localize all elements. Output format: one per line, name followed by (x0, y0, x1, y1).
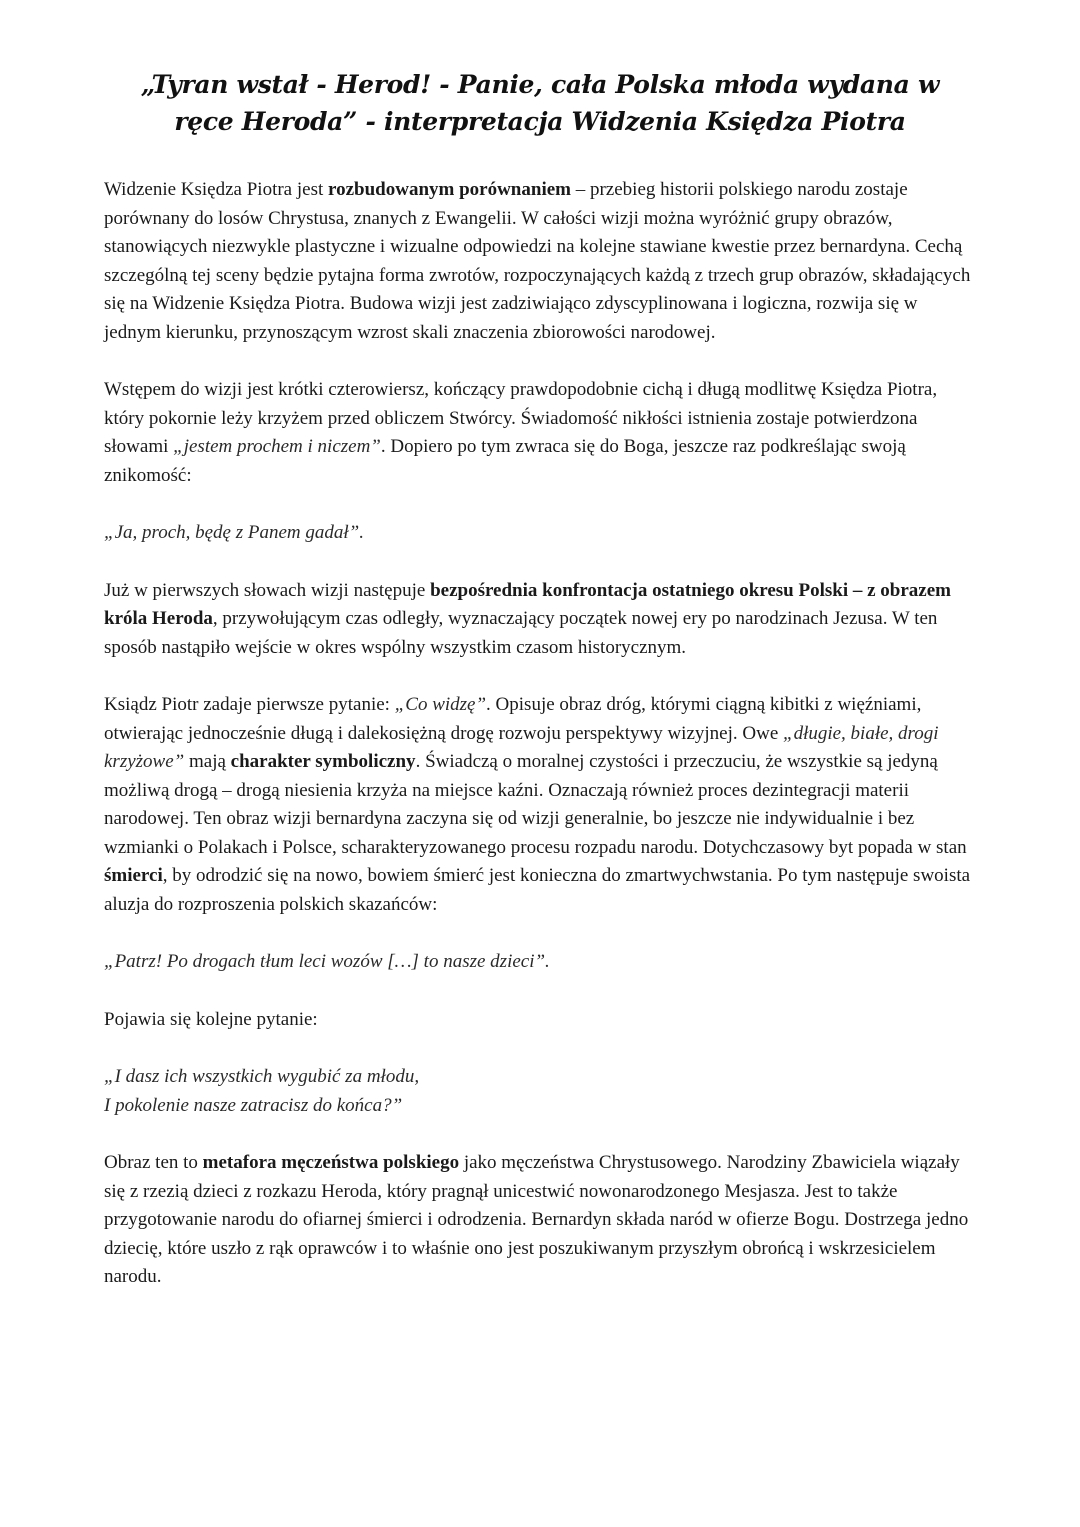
italic-quote: „Co widzę” (394, 694, 487, 715)
text-run: Obraz ten to (104, 1152, 203, 1173)
quote-dasz-wygubic (104, 1063, 976, 1120)
quote-patrz: „Patrz! Po drogach tłum leci wozów […] to nasze dzieci”. (104, 951, 550, 972)
paragraph-co-widze (104, 691, 976, 919)
text-run: . Świadczą o moralnej czystości i przeczuciu, że wszystkie są jedyną możliwą drogą – drogą niesienia krzyża na miejsce kaźni. Oznaczają również proces dezintegracji materii narodowej. Ten obraz wizji bernardyna zaczyna się od wizji generalnie, bo jeszcze nie indywidualnie i bez wzmianki o Polakach i Polsce, scharakteryzowanego procesu rozpadu narodu. Dotychczasowy byt popada w stan (104, 751, 967, 858)
text-run: , przywołującym czas odległy, wyznaczający początek nowej ery po narodzinach Jezusa. W ten sposób nastąpiło wejście w okres wspólny wszystkim czasom historycznym. (104, 608, 938, 658)
paragraph-prelude (104, 376, 976, 490)
text-run: mają (184, 751, 231, 772)
quote-ja-proch: „Ja, proch, będę z Panem gadał”. (104, 522, 364, 543)
paragraph-intro (104, 176, 976, 347)
paragraph-herod (104, 577, 976, 663)
italic-quote: „długie, białe, drogi krzyżowe” (104, 722, 939, 772)
text-run: Wstępem do wizji jest krótki czterowiersz, kończący prawdopodobnie cichą i długą modlitwę Księdza Piotra, który pokornie leży krzyżem przed obliczem Stwórcy. Świadomość nikłości istnienia zostaje potwierdzona słowami (104, 379, 938, 457)
bold-phrase: rozbudowanym porównaniem (328, 179, 571, 200)
text-run: – przebieg historii polskiego narodu zostaje porównany do losów Chrystusa, znanych z Ewangelii. W całości wizji można wyróżnić grupy obrazów, stanowiących niezwykle plastyczne i wizualne odpowiedzi na kolejne stawiane kwestie przez bernardyna. Cechą szczególną tej sceny będzie pytajna forma zwrotów, rozpoczynających każdą z trzech grup obrazów, składających się na Widzenie Księdza Piotra. Budowa wizji jest zadziwiająco zdyscyplinowana i logiczna, rozwija się w jednym kierunku, przynoszącym wzrost skali znaczenia zbiorowości narodowej. (104, 179, 971, 343)
text-run: Już w pierwszych słowach wizji następuje (104, 579, 431, 601)
paragraph-next-question: Pojawia się kolejne pytanie: (104, 1008, 318, 1030)
bold-phrase: śmierci (104, 865, 163, 886)
text-run: Ksiądz Piotr zadaje pierwsze pytanie: (104, 694, 395, 715)
document-title: „Tyran wstał - Herod! - Panie, cała Polska młoda wydana w ręce Heroda” - interpretacja Widzenia Księdza Piotra (140, 70, 940, 136)
bold-phrase: bezpośrednia konfrontacja ostatniego okresu Polski – z obrazem króla Heroda (104, 579, 951, 629)
bold-phrase: charakter symboliczny (230, 751, 416, 772)
bold-phrase: metafora męczeństwa polskiego (202, 1152, 460, 1173)
text-run: . Opisuje obraz dróg, którymi ciągną kibitki z więźniami, otwierając jednocześnie długą i dalekosiężną drogę rozwoju perspektywy wizyjnej. Owe (104, 694, 922, 744)
text-run: , by odrodzić się na nowo, bowiem śmierć jest konieczna do zmartwychwstania. Po tym następuje swoista aluzja do rozproszenia polskich skazańców: (104, 865, 971, 915)
paragraph-martyrdom (104, 1149, 976, 1292)
quote-line: I pokolenie nasze zatracisz do końca?” (104, 1094, 403, 1116)
quote-line: „I dasz ich wszystkich wygubić za młodu, (104, 1066, 420, 1087)
text-run: Widzenie Księdza Piotra jest (104, 179, 328, 200)
italic-quote: „jestem prochem i niczem” (173, 436, 381, 457)
text-run: jako męczeństwa Chrystusowego. Narodziny Zbawiciela wiązały się z rzezią dzieci z rozkazu Heroda, który pragnął unicestwić nowonarodzonego Mesjasza. Jest to także przygotowanie narodu do ofiarnej śmierci i odrodzenia. Bernardyn składa naród w ofierze Bogu. Dostrzega jedno dziecię, które uszło z rąk oprawców i to właśnie ono jest poszukiwanym przyszłym obrońcą i wskrzesicielem narodu. (104, 1152, 969, 1287)
text-run: . Dopiero po tym zwraca się do Boga, jeszcze raz podkreślając swoją znikomość: (104, 436, 906, 486)
